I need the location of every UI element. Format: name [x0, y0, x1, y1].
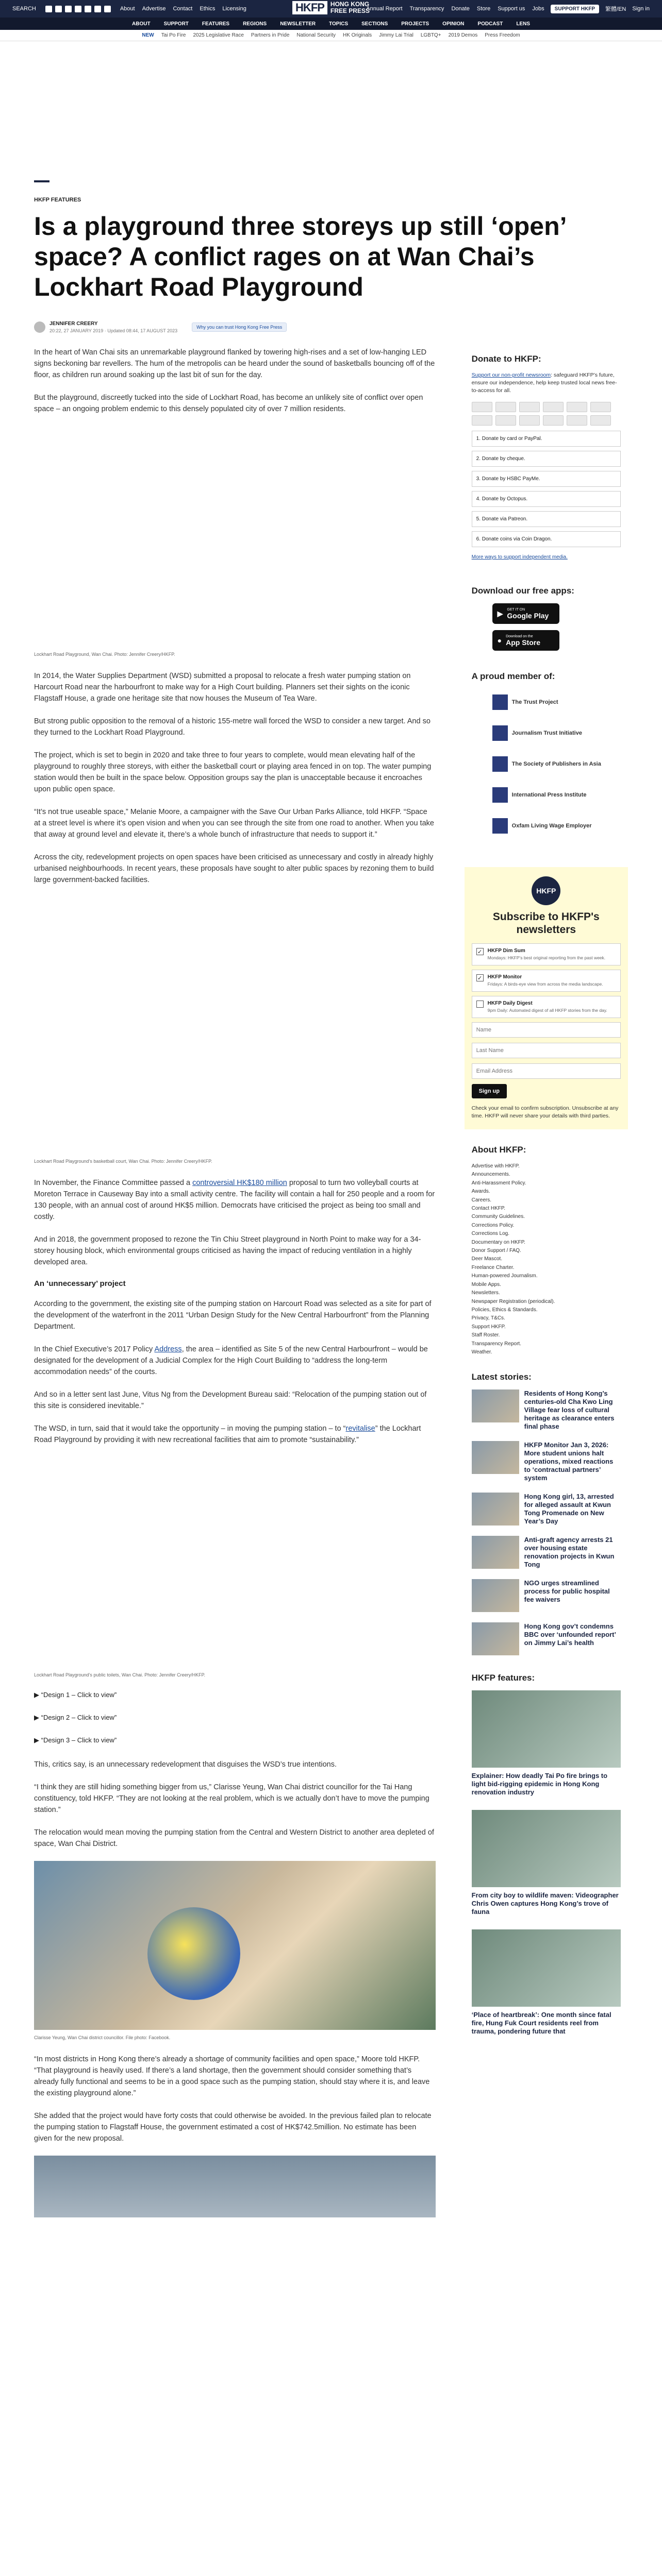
- app-store-button[interactable]: ● Download on the App Store: [492, 630, 559, 651]
- about-link[interactable]: Announcements.: [471, 1172, 510, 1178]
- donate-option[interactable]: 2. Donate by cheque.: [472, 451, 621, 467]
- paragraph: “It’s not true useable space,” Melanie Moore, a campaigner with the Save Our Urban Parks Alliance, told HKFP. “Space at a street level is where it’s open vision and when you can see through the site from one road to another. When you take that away at ground level and elevate it, there’s a whole bunch of infrastructure that needs to support it.”: [34, 808, 434, 839]
- story-thumbnail[interactable]: [472, 1622, 519, 1655]
- name-input[interactable]: [472, 1022, 621, 1038]
- instagram-icon[interactable]: [65, 6, 72, 12]
- basketball-court-photo: [34, 897, 436, 1155]
- email-input[interactable]: [472, 1063, 621, 1079]
- donate-title: Donate to HKFP:: [471, 354, 541, 364]
- policy-address-link[interactable]: Address: [154, 1345, 182, 1353]
- about-link[interactable]: Staff Roster.: [471, 1332, 500, 1338]
- features-title: HKFP features:: [471, 1673, 535, 1683]
- volleyball: [147, 1907, 240, 2000]
- about-link[interactable]: Deer Mascot.: [471, 1256, 503, 1262]
- about-link[interactable]: Contact HKFP.: [471, 1206, 506, 1212]
- card-icon: [590, 415, 611, 426]
- feature-title[interactable]: From city boy to wildlife maven: Videographer Chris Owen captures Hong Kong’s trove of fauna: [471, 1891, 619, 1916]
- member-org[interactable]: The Trust Project: [492, 692, 621, 713]
- newsletter-title: Subscribe to HKFP's newsletters: [492, 911, 600, 936]
- byline: [34, 321, 628, 333]
- top-links: [120, 6, 246, 12]
- kicker-rule: [34, 180, 49, 182]
- story-thumbnail[interactable]: [472, 1493, 519, 1526]
- more-ways-link[interactable]: More ways to support independent media.: [471, 554, 568, 560]
- about-list: [472, 1162, 621, 1357]
- card-icon: [472, 402, 492, 412]
- latest-stories: [465, 1372, 628, 1655]
- article-body: In the heart of Wan Chai sits an unremarkable playground flanked by towering high-rises and a set of low-hanging LED signs beckoning bar revellers. The hum of the metropolis can be heard under the sound of basketballs bouncing off of the floor, as children run around soaking up the last bit of sun for the day. But the playground, discreetly tucked into the side of Lockhart Road, has become an unlikely site of conflict over open space – an ongoing problem endemic to this densely populated city of over 7 million residents. Lockhart Road Playground, Wan Chai. Photo: Jennifer Creery/HKFP. In 2014, the Water Supplies Department (WSD) submitted a proposal to relocate a fresh water pumping station on Harcourt Road near the harbourfront to make way for a High Court building. Planners set their sights on the iconic Flagstaff House, a grade one heritage site that now houses the Museum of Tea Ware. But strong public opposition to the removal of a historic 155-metre wall forced the WSD to consider a new target. And so they turned to the Lockhart Road Playground. The project, which is set to begin in 2020 and take three to four years to complete, would mean elevating half of the playground to roughly three storeys, with either the basketball court or playing area fenced in on top. The water pumping station would then be built in the space below. Opposition groups say the plan is unacceptable because it encroaches upon public open space. “It’s not true useable space,” Melanie Moore, a campaigner with the Save Our Urban Parks Alliance, told HKFP. “Space at a street level is where it’s open vision and when you can see through the site from one road to another. When you take that away at ground level and elevate it, there’s a whole bunch of infrastructure that needs to support it.” Across the city, redevelopment projects on open spaces have been criticised as unnecessary and costly in already highly urbanised neighbourhoods. In recent years, these proposals have sought to alter public spaces by rezoning them to build large government-backed facilities. Lockhart Road Playground’s basketball court, Wan Chai. Photo: Jennifer Creery/HKFP. In November, the Finance Committee passed a controversial HK$180 million proposal to turn two volleyball courts at Moreton Terrace in Causeway Bay into a small activity centre. The facility will contain a hall for 250 people and a room for 130 people, with an annual cost of around HK$5 million. Democrats have criticised the project as being too small and costly. And in 2018, the government proposed to rezone the Tin Chiu Street playground in North Point to make way for a 34-storey housing block, which environmental groups criticised as having the impact of reducing ventilation in a highly developed area. An ‘unnecessary’ project According to the government, the existing site of the pumping station on Harcourt Road was selected as a site for part of the development of the waterfront in the 2011 “Urban Design Study for the New Central Harbourfront” from the Planning Department. In the Chief Executive’s 2017 Policy Address, the area – identified as Site 5 of the new Central Harbourfront – would be designated for the development of a Judicial Complex for the High Court Building to “address the long-term accommodation needs” of the courts. And so in a letter sent last June, Vitus Ng from the Development Bureau said: “Relocation of the pumping station out of this site is considered inevitable.” The WSD, in turn, said that it would take the opportunity – in moving the pumping station – to “revitalise” the Lockhart Road Playground by providing it with new recreational facilities that aim to promote “sustainability.” Lockhart Road Playground’s public toilets, Wan Chai. Photo: Jennifer Creery/HKFP. ▶ “Design 1 – Click to view” ▶ “Design 2 – Click to view” ▶ “Design 3 – Click to view” This, critics say, is an unnecessary redevelopment that disguises the WSD’s true intentions. “I think they are still hiding something bigger from us,” Clarisse Yeung, Wan Chai district councillor for the Tai Hang constituency, told HKFP. “They are not looking at the real problem, which is we actually don’t have to move the pumping station.” The relocation would mean moving the pumping station from the Central and Western District to another area depleted of space, Wan Chai District. Clarisse Yeung, Wan Chai district councillor. File photo: Facebook. “In most districts in Hong Kong there’s already a shortage of community facilities and open space,” Moore told HKFP. “That playground is heavily used. If there’s a land shortage, then the government should consider something that’s already fully functional and seems to be in a good space such as the pumping station, should stay where it is, and leave the existing playground alone.” She added that the project would have forty costs that could otherwise be avoided. In the previous failed plan to relocate the pumping station to Flagstaff House, the government estimated a cost of HK$742.5million. No estimate has been given for the new proposal.: [34, 347, 436, 2217]
- paragraph: In the heart of Wan Chai sits an unremarkable playground flanked by towering high-rises and a set of low-hanging LED signs beckoning bar revellers. The hum of the metropolis can be heard under the sound of basketballs bouncing off of the floor, as children run around soaking up the last bit of sun for the day.: [34, 348, 435, 379]
- card-icon: [472, 415, 492, 426]
- newsletter-option[interactable]: ✓ HKFP Monitor Fridays: A birds-eye view from across the media landscape.: [472, 970, 621, 992]
- about-section: [465, 1145, 628, 1357]
- top-link[interactable]: Licensing: [222, 6, 246, 12]
- nav-item[interactable]: ABOUT: [132, 21, 151, 27]
- newsletter-option[interactable]: ✓ HKFP Dim Sum Mondays: HKFP’s best original reporting from the past week.: [472, 943, 621, 965]
- paragraph: She added that the project would have forty costs that could otherwise be avoided. In the previous failed plan to relocate the pumping station to Flagstaff House, the government estimated a cost of HK$742.5million. No estimate has been given for the new proposal.: [34, 2112, 432, 2143]
- top-link[interactable]: Transparency: [409, 6, 444, 12]
- paragraph: But the playground, discreetly tucked into the side of Lockhart Road, has become an unlikely site of conflict over open space – an ongoing problem endemic to this densely populated city of over 7 million residents.: [34, 394, 423, 413]
- about-link[interactable]: Careers.: [471, 1197, 491, 1203]
- nav-item[interactable]: REGIONS: [243, 21, 267, 27]
- page-title: Is a playground three storeys up still ‘open’ space? A conflict rages on at Wan Chai’s Lockhart Road Playground: [34, 212, 566, 301]
- support-hkfp-button[interactable]: SUPPORT HKFP: [551, 5, 599, 13]
- next-photo: [34, 2156, 436, 2217]
- donate-box: Donate to HKFP: Support our non-profit newsroom: safeguard HKFP’s future, ensure our independence, help keep trusted local news free-to-access for all. 1. Donate by card or PayPal. 2. Donate by cheque. 3. Donate by HSBC PayMe. 4. Donate by Octopus. 5. Donate via Patreon. 6. Donate coins via Coin Dragon. More ways to support independent media.: [465, 347, 628, 567]
- site-logo[interactable]: [292, 1, 370, 14]
- about-link[interactable]: Privacy, T&Cs.: [471, 1315, 505, 1321]
- nav-item[interactable]: TOPICS: [329, 21, 349, 27]
- logo-mark: HKFP: [292, 1, 327, 14]
- top-link[interactable]: Jobs: [532, 6, 544, 12]
- social-links: [45, 6, 111, 12]
- trending-item[interactable]: 2019 Demos: [448, 32, 478, 38]
- nav-item[interactable]: OPINION: [442, 21, 465, 27]
- caption: Lockhart Road Playground, Wan Chai. Photo: Jennifer Creery/HKFP.: [34, 652, 175, 657]
- caption: Lockhart Road Playground’s public toilets, Wan Chai. Photo: Jennifer Creery/HKFP.: [34, 1672, 206, 1677]
- latest-story[interactable]: [472, 1579, 621, 1612]
- donate-option[interactable]: 3. Donate by HSBC PayMe.: [472, 471, 621, 487]
- top-link[interactable]: About: [120, 6, 135, 12]
- top-link[interactable]: Advertise: [142, 6, 166, 12]
- story-title[interactable]: Anti-graft agency arrests 21 over housing estate renovation projects in Kwun Tong: [524, 1536, 615, 1569]
- checkbox[interactable]: ✓: [476, 974, 484, 981]
- top-bar: [0, 0, 662, 18]
- design-2-toggle[interactable]: ▶ “Design 2 – Click to view”: [34, 1714, 117, 1721]
- nav-item[interactable]: SUPPORT: [163, 21, 189, 27]
- ipi-icon: [492, 787, 508, 803]
- card-icon: [590, 402, 611, 412]
- story-title[interactable]: Residents of Hong Kong’s centuries-old Cha Kwo Ling Village fear loss of cultural heritage as clearance enters final phase: [524, 1389, 615, 1431]
- publish-date: 20:22, 27 JANUARY 2019 · Updated 08:44, 17 AUGUST 2023: [49, 328, 178, 333]
- feature-image[interactable]: [472, 1929, 621, 2007]
- top-link[interactable]: Donate: [451, 6, 470, 12]
- feature-title[interactable]: Explainer: How deadly Tai Po fire brings to light bid-rigging epidemic in Hong Kong renovation industry: [471, 1772, 608, 1797]
- story-title[interactable]: Hong Kong gov’t condemns BBC over ‘unfounded report’ on Jimmy Lai’s health: [524, 1622, 616, 1647]
- last-name-input[interactable]: [472, 1043, 621, 1058]
- latest-story[interactable]: [472, 1536, 621, 1569]
- trending-item[interactable]: 2025 Legislative Race: [193, 32, 244, 38]
- members-section: [465, 671, 628, 836]
- author-avatar: [34, 321, 45, 333]
- story-thumbnail[interactable]: [472, 1441, 519, 1474]
- trust-project-icon: [492, 694, 508, 710]
- top-link[interactable]: Contact: [173, 6, 193, 12]
- logo-line2: FREE PRESS: [330, 7, 370, 14]
- card-icon: [567, 402, 587, 412]
- card-icon: [543, 402, 564, 412]
- language-toggle[interactable]: 繁體/EN: [605, 6, 626, 12]
- finance-link[interactable]: controversial HK$180 million: [192, 1179, 287, 1187]
- top-link[interactable]: Store: [476, 6, 491, 12]
- donate-option[interactable]: 6. Donate coins via Coin Dragon.: [472, 531, 621, 547]
- hkfp-badge: HKFP: [532, 876, 560, 905]
- main-nav: [0, 18, 662, 30]
- about-link[interactable]: Corrections Policy.: [471, 1222, 515, 1228]
- story-thumbnail[interactable]: [472, 1536, 519, 1569]
- card-icon: [543, 415, 564, 426]
- about-link[interactable]: Awards.: [471, 1189, 490, 1195]
- latest-story[interactable]: [472, 1622, 621, 1655]
- toilets-photo: [34, 1457, 436, 1668]
- card-icon: [519, 415, 540, 426]
- about-link[interactable]: Freelance Charter.: [471, 1264, 515, 1270]
- about-link[interactable]: Weather.: [471, 1349, 492, 1355]
- payment-cards: [472, 402, 621, 426]
- newsletter-box: [465, 867, 628, 1129]
- youtube-icon[interactable]: [85, 6, 91, 12]
- about-link[interactable]: Advertise with HKFP.: [471, 1163, 520, 1169]
- latest-story[interactable]: [472, 1493, 621, 1526]
- about-link[interactable]: Anti-Harassment Policy.: [471, 1180, 526, 1186]
- apps-title: Download our free apps:: [471, 586, 574, 596]
- email-icon[interactable]: [94, 6, 101, 12]
- about-link[interactable]: Community Guidelines.: [471, 1214, 525, 1220]
- member-org[interactable]: International Press Institute: [492, 785, 621, 805]
- caption: Clarisse Yeung, Wan Chai district councillor. File photo: Facebook.: [34, 2035, 171, 2040]
- paragraph: In 2014, the Water Supplies Department (WSD) submitted a proposal to relocate a fresh water pumping station on Harcourt Road near the harbourfront to make way for a High Court building. Planners set their sights on the iconic Flagstaff House, a grade one heritage site that now houses the Museum of Tea Ware.: [34, 672, 411, 703]
- trending-item[interactable]: HK Originals: [342, 32, 372, 38]
- article-kicker[interactable]: HKFP FEATURES: [34, 197, 81, 203]
- features-section: [465, 1673, 628, 2036]
- facebook-icon[interactable]: [55, 6, 62, 12]
- trending-item[interactable]: National Security: [296, 32, 336, 38]
- checkbox[interactable]: ✓: [476, 948, 484, 955]
- sign-in-link[interactable]: Sign in: [632, 6, 650, 12]
- top-link[interactable]: Support us: [498, 6, 525, 12]
- paragraph: And so in a letter sent last June, Vitus Ng from the Development Bureau said: “Relocation of the pumping station out of this site is considered inevitable.”: [34, 1391, 427, 1410]
- paragraph: “In most districts in Hong Kong there’s already a shortage of community facilities and open space,” Moore told HKFP. “That playground is heavily used. If there’s a land shortage, then the government should consider something that’s already fully functional and seems to be in a good space such as the pumping station, should stay where it is, and leave the existing playground alone.”: [34, 2055, 430, 2097]
- paragraph: But strong public opposition to the removal of a historic 155-metre wall forced the WSD to consider a new target. And so they turned to the Lockhart Road Playground.: [34, 717, 431, 737]
- author-name[interactable]: JENNIFER CREERY: [49, 321, 98, 327]
- oxfam-icon: [492, 818, 508, 834]
- apple-icon: ●: [497, 636, 502, 645]
- trending-item[interactable]: Tai Po Fire: [161, 32, 186, 38]
- nav-item[interactable]: NEWSLETTER: [280, 21, 316, 27]
- caption: Lockhart Road Playground’s basketball court, Wan Chai. Photo: Jennifer Creery/HKFP.: [34, 1159, 212, 1164]
- google-play-button[interactable]: ▶ GET IT ON Google Play: [492, 603, 559, 624]
- story-thumbnail[interactable]: [472, 1389, 519, 1422]
- latest-story[interactable]: [472, 1389, 621, 1431]
- nav-item[interactable]: FEATURES: [202, 21, 230, 27]
- members-title: A proud member of:: [471, 671, 555, 681]
- feature-image[interactable]: [472, 1810, 621, 1887]
- feature-image[interactable]: [472, 1690, 621, 1768]
- about-title: About HKFP:: [471, 1145, 526, 1155]
- about-link[interactable]: Corrections Log.: [471, 1231, 510, 1237]
- story-title[interactable]: HKFP Monitor Jan 3, 2026: More student unions halt operations, mixed reactions to ‘contractual partners’ system: [524, 1441, 614, 1482]
- about-link[interactable]: Transparency Report.: [471, 1341, 521, 1347]
- newsletter-fine-print: Check your email to confirm subscription. Unsubscribe at any time. HKFP will never share your details with third parties.: [471, 1105, 619, 1119]
- checkbox[interactable]: [476, 1001, 484, 1008]
- trending-item[interactable]: LGBTQ+: [420, 32, 441, 38]
- play-icon: ▶: [497, 609, 503, 618]
- section-heading: An ‘unnecessary’ project: [34, 1279, 126, 1288]
- design-3-toggle[interactable]: ▶ “Design 3 – Click to view”: [34, 1736, 117, 1744]
- top-link[interactable]: Annual Report: [366, 6, 403, 12]
- paragraph: And in 2018, the government proposed to rezone the Tin Chiu Street playground in North Point to make way for a 34-storey housing block, which environmental groups criticised as having the impact of reducing ventilation in a highly developed area.: [34, 1235, 421, 1266]
- trending-item[interactable]: Partners in Pride: [251, 32, 290, 38]
- card-icon: [495, 415, 516, 426]
- threads-icon[interactable]: [75, 6, 81, 12]
- feature-title[interactable]: ‘Place of heartbreak’: One month since fatal fire, Hung Fuk Court residents reel from trauma, pondering future that: [471, 2011, 611, 2036]
- latest-story[interactable]: [472, 1441, 621, 1482]
- member-org[interactable]: Oxfam Living Wage Employer: [492, 816, 621, 836]
- donate-option[interactable]: 1. Donate by card or PayPal.: [472, 431, 621, 447]
- latest-title: Latest stories:: [471, 1372, 532, 1382]
- nav-item[interactable]: LENS: [516, 21, 530, 27]
- x-icon[interactable]: [45, 6, 52, 12]
- story-title[interactable]: Hong Kong girl, 13, arrested for alleged assault at Kwun Tong Promenade on New Year’s Day: [524, 1493, 614, 1526]
- nav-item[interactable]: PROJECTS: [401, 21, 429, 27]
- support-link[interactable]: Support our non-profit newsroom: [471, 372, 551, 378]
- revitalise-link[interactable]: revitalise: [345, 1425, 375, 1433]
- jti-icon: [492, 725, 508, 741]
- member-org[interactable]: The Society of Publishers in Asia: [492, 754, 621, 774]
- about-link[interactable]: Documentary on HKFP.: [471, 1239, 525, 1245]
- rss-icon[interactable]: [104, 6, 111, 12]
- search-button[interactable]: SEARCH: [12, 6, 36, 12]
- nav-item[interactable]: PODCAST: [477, 21, 503, 27]
- trending-item[interactable]: Jimmy Lai Trial: [379, 32, 413, 38]
- playground-photo: [34, 426, 436, 648]
- logo-line1: HONG KONG: [330, 1, 370, 8]
- paragraph: The project, which is set to begin in 2020 and take three to four years to complete, would mean elevating half of the playground to roughly three storeys, with either the basketball court or playing area fenced in on top. The water pumping station would then be built in the space below. Opposition groups say the plan is unacceptable because it encroaches upon public open space.: [34, 751, 432, 793]
- card-icon: [519, 402, 540, 412]
- top-link[interactable]: Ethics: [200, 6, 216, 12]
- trust-pill[interactable]: Why you can trust Hong Kong Free Press: [192, 323, 287, 332]
- apps-section: [465, 586, 628, 651]
- paragraph: Across the city, redevelopment projects on open spaces have been criticised as unnecessary and costly in already highly urbanised neighbourhoods. In recent years, these proposals have sought to alter public spaces by rezoning them to build large government-backed facilities.: [34, 853, 434, 884]
- sign-up-button[interactable]: Sign up: [472, 1084, 507, 1098]
- donate-option[interactable]: 4. Donate by Octopus.: [472, 491, 621, 507]
- member-org[interactable]: Journalism Trust Initiative: [492, 723, 621, 743]
- story-thumbnail[interactable]: [472, 1579, 519, 1612]
- trending-item[interactable]: Press Freedom: [485, 32, 520, 38]
- card-icon: [567, 415, 587, 426]
- about-link[interactable]: Newsletters.: [471, 1290, 500, 1296]
- donate-option[interactable]: 5. Donate via Patreon.: [472, 511, 621, 527]
- about-link[interactable]: Human-powered Journalism.: [471, 1273, 538, 1279]
- paragraph: This, critics say, is an unnecessary redevelopment that disguises the WSD’s true intentions.: [34, 1760, 337, 1769]
- about-link[interactable]: Policies, Ethics & Standards.: [471, 1307, 538, 1313]
- clarisse-yeung-photo: [34, 1861, 436, 2030]
- about-link[interactable]: Support HKFP.: [471, 1324, 506, 1330]
- about-link[interactable]: Donor Support / FAQ.: [471, 1248, 521, 1254]
- paragraph: “I think they are still hiding something bigger from us,” Clarisse Yeung, Wan Chai district councillor for the Tai Hang constituency, told HKFP. “They are not looking at the real problem, which is we actually don’t have to move the pumping station.”: [34, 1783, 429, 1814]
- trending-bar: [0, 30, 662, 41]
- nav-item[interactable]: SECTIONS: [361, 21, 388, 27]
- design-1-toggle[interactable]: ▶ “Design 1 – Click to view”: [34, 1691, 117, 1699]
- sopa-icon: [492, 756, 508, 772]
- paragraph: The relocation would mean moving the pumping station from the Central and Western District to another area depleted of space, Wan Chai District.: [34, 1828, 434, 1848]
- trending-label: NEW: [142, 32, 154, 38]
- card-icon: [495, 402, 516, 412]
- newsletter-option[interactable]: HKFP Daily Digest 9pm Daily: Automated digest of all HKFP stories from the day.: [472, 996, 621, 1018]
- about-link[interactable]: Mobile Apps.: [471, 1281, 501, 1287]
- paragraph: According to the government, the existing site of the pumping station on Harcourt Road was selected as a site for part of the development of the waterfront in the 2011 “Urban Design Study for the New Central Harbourfront” from the Planning Department.: [34, 1300, 432, 1331]
- about-link[interactable]: Newspaper Registration (periodical).: [471, 1298, 555, 1304]
- sidebar: [465, 347, 628, 2217]
- story-title[interactable]: NGO urges streamlined process for public hospital fee waivers: [524, 1579, 610, 1604]
